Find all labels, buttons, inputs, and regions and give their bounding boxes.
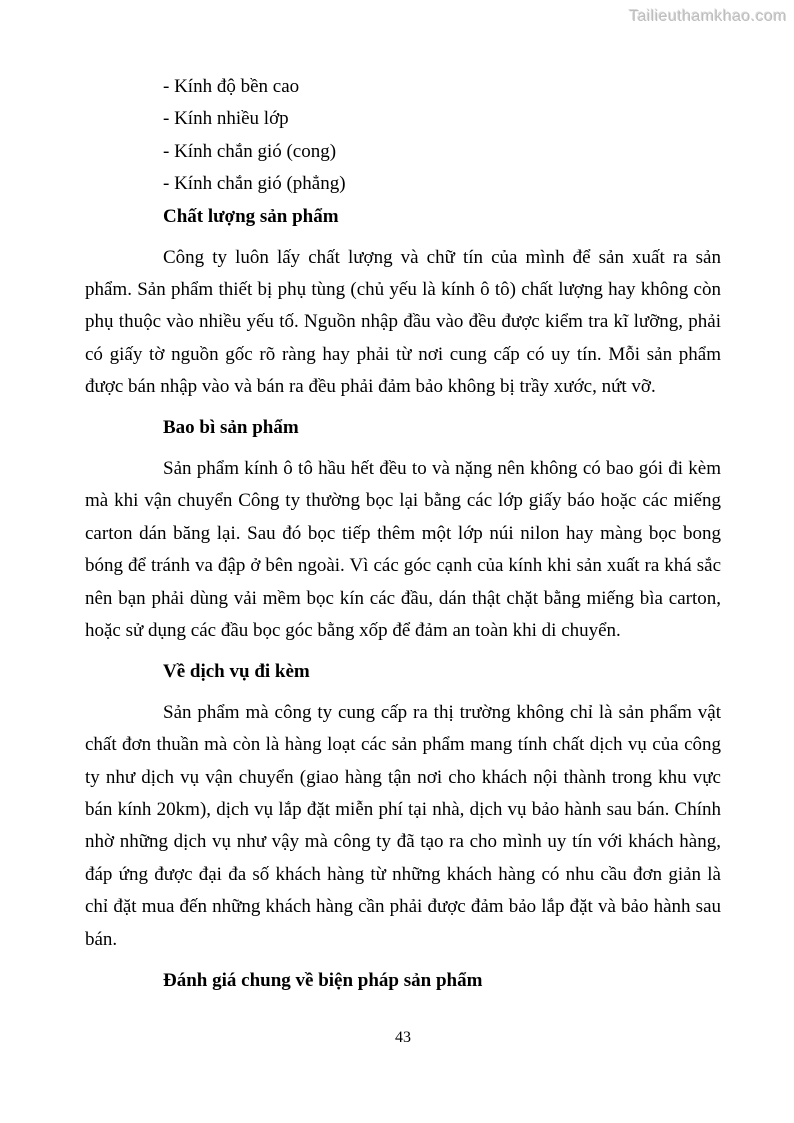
section-heading-accompanying-services: Về dịch vụ đi kèm <box>163 660 310 682</box>
list-item-glass-durable: - Kính độ bền cao <box>163 76 300 97</box>
paragraph-accompanying-services: Sản phẩm mà công ty cung cấp ra thị trường không chỉ là sản phẩm vật chất đơn thuần mà còn là hàng loạt các sản phẩm mang tính chất dịch vụ của công ty như dịch vụ vận chuyển (giao hàng tận nơi cho khách nội thành trong khu vực bán kính 20km), dịch vụ lắp đặt miễn phí tại nhà, dịch vụ bảo hành sau bán. Chính nhờ những dịch vụ như vậy mà công ty đã tạo ra cho mình uy tín với khách hàng, đáp ứng được đại đa số khách hàng từ những khách hàng có nhu cầu đơn giản là chỉ đặt mua đến những khách hàng cần phải được đảm bảo lắp đặt và bảo hành sau bán. <box>85 701 721 950</box>
list-item-glass-multilayer: - Kính nhiều lớp <box>163 108 289 130</box>
page-number: 43 <box>395 1029 411 1046</box>
section-heading-general-evaluation: Đánh giá chung về biện pháp sản phẩm <box>163 969 483 991</box>
document-content <box>85 71 721 997</box>
section-heading-packaging: Bao bì sản phẩm <box>163 417 299 439</box>
list-item-windshield-curved: - Kính chắn gió (cong) <box>163 140 337 162</box>
paragraph-packaging: Sản phẩm kính ô tô hầu hết đều to và nặng nên không có bao gói đi kèm mà khi vận chuyển Công ty thường bọc lại bằng các lớp giấy báo hoặc các miếng carton dán băng lại. Sau đó bọc tiếp thêm một lớp núi nilon hay màng bọc bong bóng để tránh va đập ở bên ngoài. Vì các góc cạnh của kính khi sản xuất ra khá sắc nên bạn phải dùng vải mềm bọc kín các đầu, dán thật chặt bằng miếng bìa carton, hoặc sử dụng các đầu bọc góc bằng xốp để đảm an toàn khi di chuyển. <box>85 457 721 641</box>
watermark: Tailieuthamkhao.com <box>629 8 787 25</box>
paragraph-product-quality: Công ty luôn lấy chất lượng và chữ tín của mình để sản xuất ra sản phẩm. Sản phẩm thiết bị phụ tùng (chủ yếu là kính ô tô) chất lượng hay không còn phụ thuộc vào nhiều yếu tố. Nguồn nhập đầu vào đều được kiểm tra kĩ lưỡng, phải có giấy tờ nguồn gốc rõ ràng hay phải từ nơi cung cấp có uy tín. Mỗi sản phẩm được bán nhập vào và bán ra đều phải đảm bảo không bị trầy xước, nứt vỡ. <box>85 246 721 398</box>
list-item-windshield-flat: - Kính chắn gió (phẳng) <box>163 173 346 195</box>
section-heading-product-quality: Chất lượng sản phẩm <box>163 205 339 227</box>
